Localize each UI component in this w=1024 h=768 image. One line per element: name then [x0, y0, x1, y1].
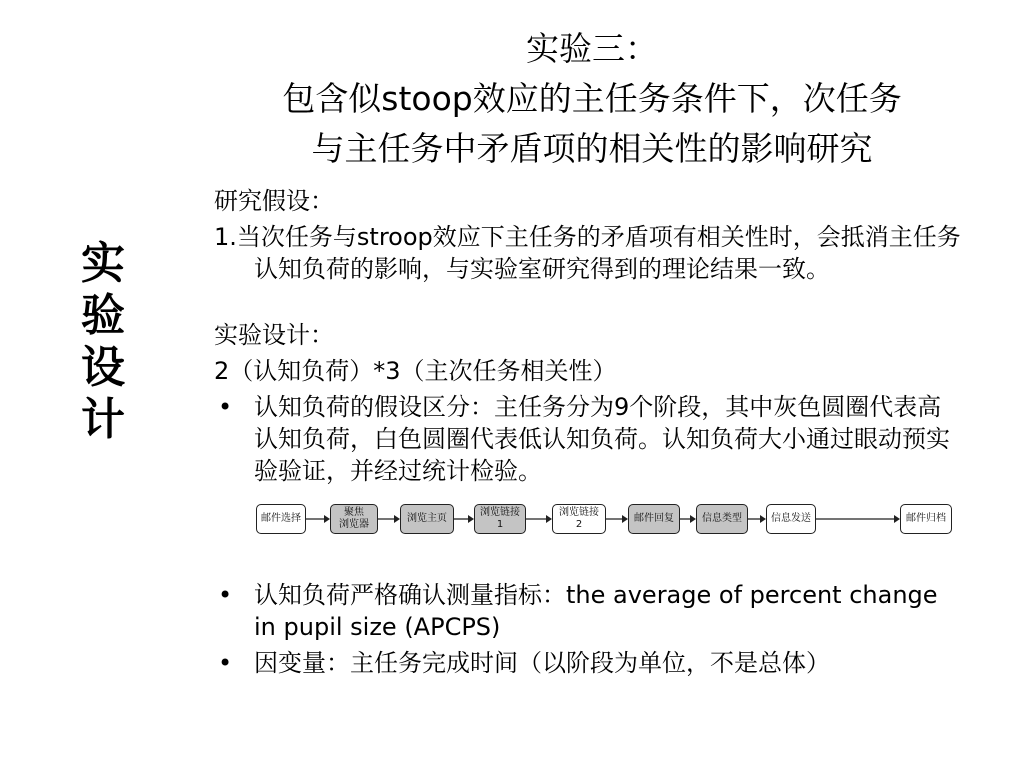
slide-body: [214, 185, 964, 679]
flow-stage-2: [330, 504, 378, 534]
flow-stage-label: 浏览主页: [407, 513, 447, 524]
bullet-measurement: [214, 579, 964, 643]
flow-stage-6: [628, 504, 680, 534]
design-label: 实验设计：: [214, 321, 334, 349]
bullet-dependent-variable-text: 因变量：主任务完成时间（以阶段为单位，不是总体）: [254, 649, 830, 677]
bullet-load-definition: [214, 391, 964, 487]
flow-stage-8: [766, 504, 816, 534]
flow-stage-label: 信息类型: [702, 513, 742, 524]
bullet-dot: •: [218, 581, 233, 609]
flow-stage-5: [552, 504, 606, 534]
bullet-measurement-text: 认知负荷严格确认测量指标：the average of percent change in pupil size (APCPS): [254, 581, 938, 641]
flow-stage-label: 邮件选择: [261, 513, 301, 524]
side-title: 实验设计: [81, 238, 125, 445]
task-stage-flow-diagram: [256, 501, 956, 561]
flow-stage-label: 邮件归档: [906, 513, 946, 524]
flow-stage-7: [696, 504, 748, 534]
title-line-1: 实验三：: [526, 29, 658, 68]
flow-stage-4: [474, 504, 526, 534]
flow-stage-3: [400, 504, 454, 534]
title-line-2: 包含似stoop效应的主任务条件下，次任务: [282, 79, 902, 118]
flow-stage-1: [256, 504, 306, 534]
design-factors: 2（认知负荷）*3（主次任务相关性）: [214, 357, 617, 385]
flow-stage-label: 信息发送: [771, 513, 811, 524]
flow-stage-label: 邮件回复: [634, 513, 674, 524]
hypothesis-item-1: [214, 221, 964, 285]
hypothesis-label: 研究假设：: [214, 187, 334, 215]
flow-stage-label: 聚焦 浏览器: [339, 507, 369, 530]
title-line-3: 与主任务中矛盾项的相关性的影响研究: [311, 129, 873, 168]
flow-stage-9: [900, 504, 952, 534]
flow-stage-label: 浏览链接 2: [559, 507, 599, 530]
bullet-dependent-variable: [214, 647, 964, 679]
flow-stage-label: 浏览链接 1: [480, 507, 520, 530]
bullet-load-definition-text: 认知负荷的假设区分：主任务分为9个阶段，其中灰色圆圈代表高认知负荷，白色圆圈代表低认知负荷。认知负荷大小通过眼动预实验验证，并经过统计检验。: [254, 393, 950, 485]
hypothesis-item-1-text: 当次任务与stroop效应下主任务的矛盾项有相关性时，会抵消主任务认知负荷的影响，与实验室研究得到的理论结果一致。: [236, 223, 961, 283]
bullet-dot: •: [218, 649, 233, 677]
slide-title: [212, 24, 972, 174]
hypothesis-item-1-number: 1.: [214, 223, 237, 251]
bullet-dot: •: [218, 393, 233, 421]
